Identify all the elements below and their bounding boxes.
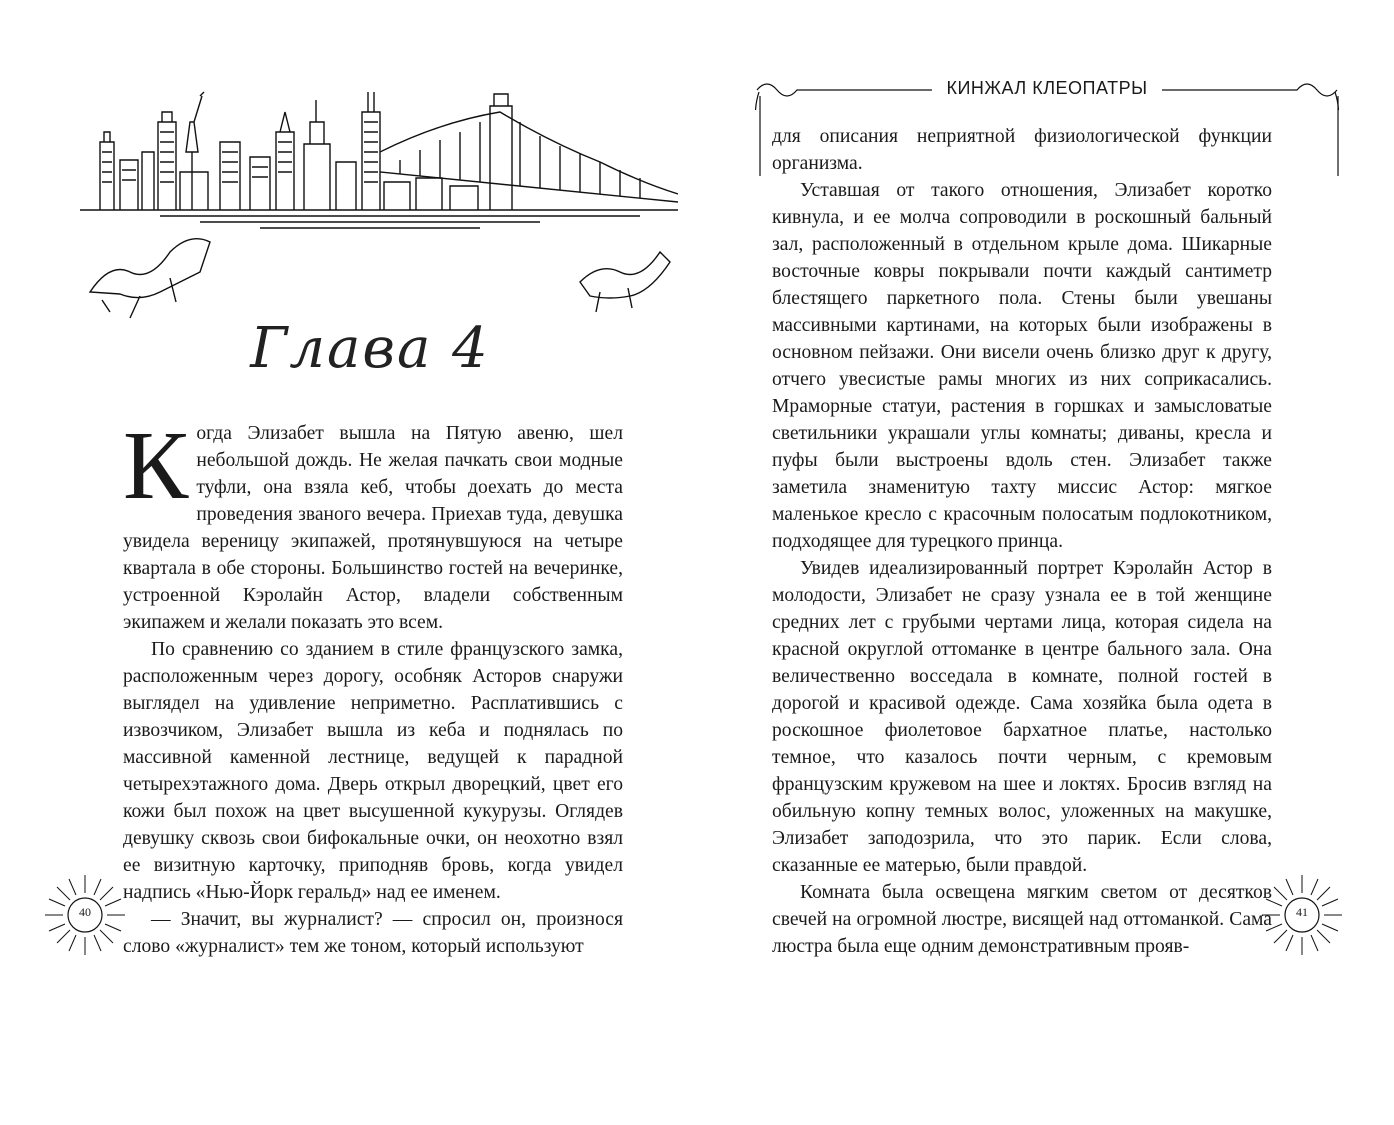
drop-cap: К [123, 412, 189, 520]
paragraph: Комната была освещена мягким светом от десятков свечей на огромной люстре, висящей над оттоманкой. Сама люстра была еще одним демонстративным прояв- [772, 882, 1272, 957]
page-number-badge [45, 875, 125, 955]
right-rule [1333, 96, 1334, 176]
page-number: 40 [79, 905, 91, 919]
city-skyline-illustration [80, 82, 678, 332]
paragraph-text: огда Элизабет вышла на Пятую авеню, шел небольшой дождь. Не желая пачкать свои модные туфли, она взяла кеб, чтобы доехать до места проведения званого вечера. Приехав туда, девушка увидела вереницу экипажей, протянувшуюся на четыре квартала в обе стороны. Большинство гостей на вечеринке, устроенной Кэролайн Астор, владели собственным экипажем и желали показать это всем. [123, 423, 623, 633]
paragraph: Уставшая от такого отношения, Элизабет коротко кивнула, и ее молча сопроводили в роскошный бальный зал, расположенный в отдельном крыле дома. Шикарные восточные ковры покрывали почти каждый сантиметр блестящего паркетного пола. Стены были увешаны массивными картинами, на которых были изображены в основном пейзажи. Они висели очень близко друг к другу, отчего увесистые рамы многих из них соприкасались. Мраморные статуи, растения в горшках и замысловатые светильники украшали углы комнаты; диваны, кресла и пуфы были выстроены вдоль стен. Элизабет также заметила знаменитую тахту миссис Астор: мягкое маленькое кресло с красочным полосатым подлокотником, подходящее для турецкого принца. [772, 180, 1272, 552]
right-text-column [772, 123, 1272, 960]
running-header-title: КИНЖАЛ КЛЕОПАТРЫ [946, 78, 1148, 98]
running-header [747, 70, 1347, 110]
left-rule [755, 96, 756, 176]
right-page [697, 0, 1394, 1125]
page-number: 41 [1296, 905, 1308, 919]
chapter-title: Глава 4 [250, 316, 490, 381]
paragraph: Увидев идеализированный портрет Кэролайн Астор в молодости, Элизабет не сразу узнала ее в той женщине средних лет с грубыми чертами лица, которая сидела на красной округлой оттоманке в центре бального зала. Она величественно восседала в комнате, полной гостей в дорогой и красивой одежде. Сама хозяйка была одета в роскошное фиолетовое бархатное платье, настолько темное, что казалось почти черным, с кремовым французским кружевом на шее и локтях. Бросив взгляд на обильную копну темных волос, уложенных на макушке, Элизабет заподозрила, что это парик. Если слова, сказанные ее матерью, были правдой. [772, 558, 1272, 876]
paragraph: — Значит, вы журналист? — спросил он, произнося слово «журналист» тем же тоном, который используют [123, 909, 623, 957]
left-text-column [123, 412, 623, 960]
paragraph [123, 412, 623, 636]
paragraph: По сравнению со зданием в стиле французского замка, расположенным через дорогу, особняк Асторов снаружи выглядел на удивление неприметно. Расплатившись с извозчиком, Элизабет вышла из кеба и поднялась по массивной каменной лестнице, ведущей к парадной четырехэтажного дома. Дверь открыл дворецкий, цвет его кожи был похож на цвет высушенной кукурузы. Оглядев девушку сквозь свои бифокальные очки, он неохотно взял ее визитную карточку, приподняв бровь, когда увидел надпись «Нью-Йорк геральд» над ее именем. [123, 639, 623, 903]
paragraph: для описания неприятной физиологической функции организма. [772, 126, 1272, 174]
page-number-badge [1262, 875, 1342, 955]
